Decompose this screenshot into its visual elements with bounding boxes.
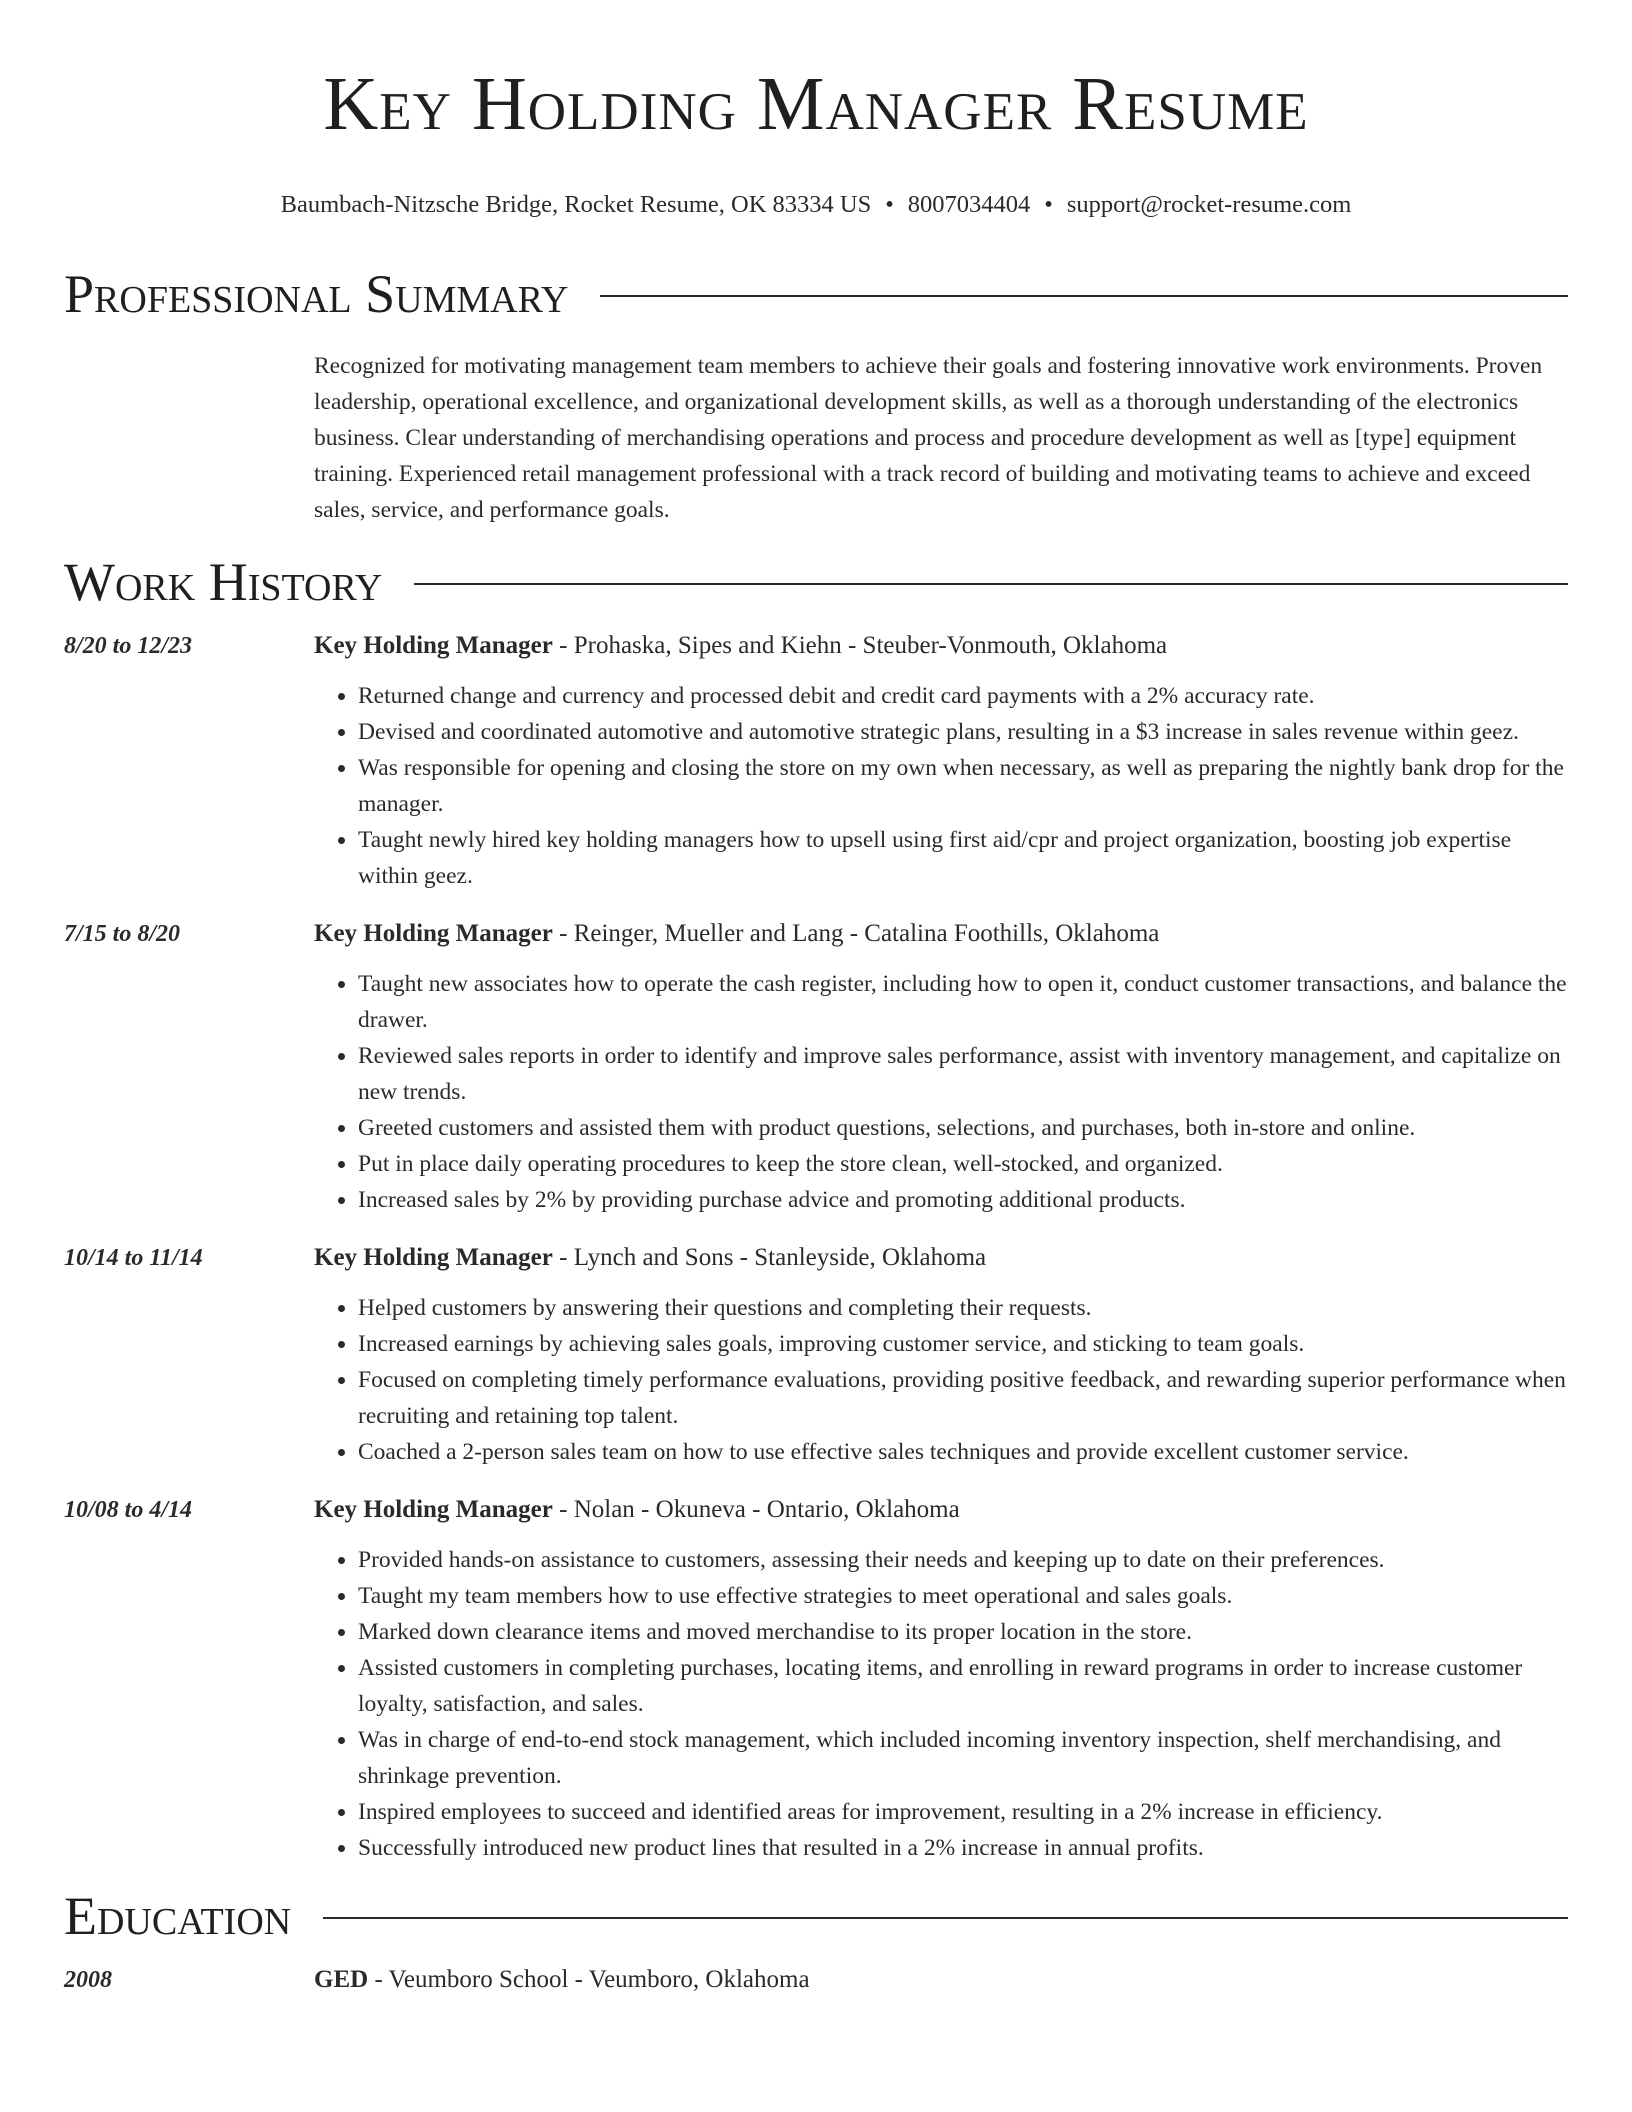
separator-dot: • — [885, 191, 894, 218]
list-item: • Reviewed sales reports in order to identify and improve sales performance, assist with inventory management, and capitalize on new trends. — [358, 1038, 1568, 1110]
job-details: - Lynch and Sons - Stanleyside, Oklahoma — [552, 1244, 987, 1271]
job-bullets — [314, 1290, 1568, 1470]
summary-text: Recognized for motivating management team members to achieve their goals and fostering innovative work environments. Proven leadership, operational excellence, and organizational development skills, as well as a thorough understanding of the electronics business. Clear understanding of merchandising operations and process and procedure development as well as [type] equipment training. Experienced retail management professional with a track record of building and motivating teams to achieve and exceed sales, service, and performance goals. — [314, 353, 1543, 523]
list-item: • Greeted customers and assisted them with product questions, selections, and purchases, both in-store and online. — [358, 1110, 1568, 1146]
job-bullets — [314, 678, 1568, 894]
education-degree: GED — [314, 1966, 369, 1993]
section-rule — [414, 583, 1568, 585]
list-item: • Successfully introduced new product lines that resulted in a 2% increase in annual profits. — [358, 1830, 1568, 1866]
job-body — [314, 916, 1568, 1218]
list-item: • Devised and coordinated automotive and automotive strategic plans, resulting in a $3 increase in sales revenue within geez. — [358, 714, 1568, 750]
section-rule — [323, 1917, 1568, 1919]
section-title: Education — [64, 1886, 292, 1946]
job-entry — [64, 628, 1568, 894]
job-dates: 8/20 to 12/23 — [64, 633, 193, 659]
job-dates: 10/08 to 4/14 — [64, 1497, 193, 1523]
list-item: • Returned change and currency and processed debit and credit card payments with a 2% accuracy rate. — [358, 678, 1568, 714]
job-dates: 10/14 to 11/14 — [64, 1245, 203, 1271]
section-header-education — [64, 1884, 1568, 1948]
resume-title: Key Holding Manager Resume — [323, 62, 1309, 146]
job-dates: 7/15 to 8/20 — [64, 921, 181, 947]
list-item: • Focused on completing timely performance evaluations, providing positive feedback, and rewarding superior performance when recruiting and retaining top talent. — [358, 1362, 1568, 1434]
job-body — [314, 628, 1568, 894]
job-details: - Nolan - Okuneva - Ontario, Oklahoma — [552, 1496, 960, 1523]
list-item: • Helped customers by answering their questions and completing their requests. — [358, 1290, 1568, 1326]
list-item: • Increased sales by 2% by providing purchase advice and promoting additional products. — [358, 1182, 1568, 1218]
list-item: • Put in place daily operating procedures to keep the store clean, well-stocked, and organized. — [358, 1146, 1568, 1182]
job-title: Key Holding Manager — [314, 1496, 553, 1523]
phone: 8007034404 — [907, 191, 1031, 218]
education-line — [314, 1962, 1568, 1998]
education-entry — [64, 1962, 1568, 1998]
job-title: Key Holding Manager — [314, 920, 553, 947]
job-details: - Reinger, Mueller and Lang - Catalina Foothills, Oklahoma — [552, 920, 1160, 947]
education-body — [314, 1962, 1568, 1998]
job-entry — [64, 916, 1568, 1218]
list-item: • Marked down clearance items and moved merchandise to its proper location in the store. — [358, 1614, 1568, 1650]
education-details: - Veumboro School - Veumboro, Oklahoma — [368, 1966, 810, 1993]
list-item: • Taught new associates how to operate the cash register, including how to open it, conduct customer transactions, and balance the drawer. — [358, 966, 1568, 1038]
section-title: Work History — [64, 552, 383, 612]
list-item: • Inspired employees to succeed and identified areas for improvement, resulting in a 2% increase in efficiency. — [358, 1794, 1568, 1830]
email: support@rocket-resume.com — [1066, 191, 1352, 218]
job-title-line — [314, 628, 1568, 664]
job-entry — [64, 1240, 1568, 1470]
contact-line — [64, 188, 1568, 222]
list-item: • Taught my team members how to use effective strategies to meet operational and sales goals. — [358, 1578, 1568, 1614]
job-entry — [64, 1492, 1568, 1866]
job-title: Key Holding Manager — [314, 1244, 553, 1271]
job-title-line — [314, 916, 1568, 952]
list-item: • Provided hands-on assistance to customers, assessing their needs and keeping up to date on their preferences. — [358, 1542, 1568, 1578]
job-title-line — [314, 1240, 1568, 1276]
list-item: • Taught newly hired key holding managers how to upsell using first aid/cpr and project organization, boosting job expertise within geez. — [358, 822, 1568, 894]
job-title-line — [314, 1492, 1568, 1528]
section-rule — [600, 295, 1568, 297]
section-header-summary — [64, 262, 1568, 326]
section-header-work — [64, 550, 1568, 614]
job-title: Key Holding Manager — [314, 632, 553, 659]
job-bullets — [314, 966, 1568, 1218]
separator-dot: • — [1044, 191, 1053, 218]
list-item: • Was responsible for opening and closing the store on my own when necessary, as well as preparing the nightly bank drop for the manager. — [358, 750, 1568, 822]
job-body — [314, 1240, 1568, 1470]
education-year: 2008 — [64, 1967, 112, 1993]
job-bullets — [314, 1542, 1568, 1866]
job-details: - Prohaska, Sipes and Kiehn - Steuber-Vonmouth, Oklahoma — [552, 632, 1168, 659]
job-body — [314, 1492, 1568, 1866]
list-item: • Coached a 2-person sales team on how to use effective sales techniques and provide excellent customer service. — [358, 1434, 1568, 1470]
section-title: Professional Summary — [64, 264, 569, 324]
address: Baumbach-Nitzsche Bridge, Rocket Resume, OK 83334 US — [280, 191, 872, 218]
list-item: • Increased earnings by achieving sales goals, improving customer service, and sticking to team goals. — [358, 1326, 1568, 1362]
list-item: • Assisted customers in completing purchases, locating items, and enrolling in reward programs in order to increase customer loyalty, satisfaction, and sales. — [358, 1650, 1568, 1722]
list-item: • Was in charge of end-to-end stock management, which included incoming inventory inspection, shelf merchandising, and shrinkage prevention. — [358, 1722, 1568, 1794]
